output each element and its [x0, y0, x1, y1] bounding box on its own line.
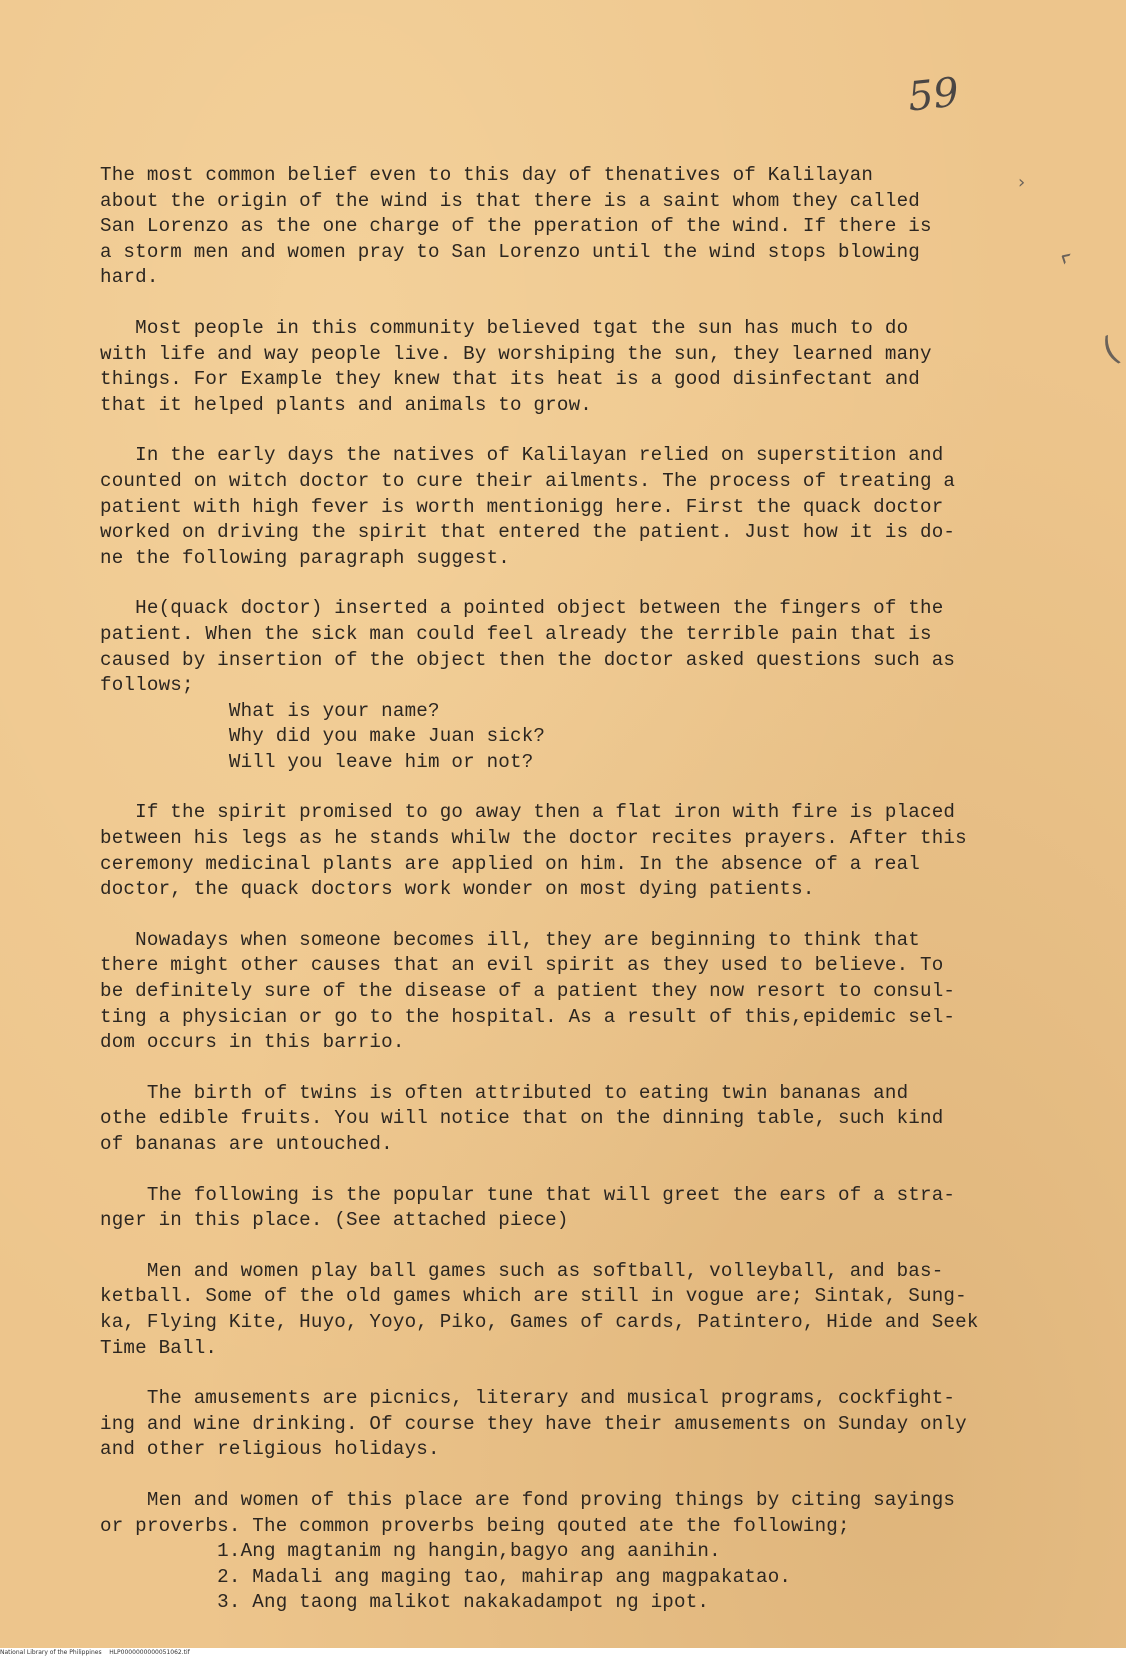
scan-footer: National Library of the Philippines HLP0000000000051062.tif [0, 1648, 1126, 1658]
page-number: 59 [905, 69, 962, 121]
paragraph-games: Men and women play ball games such as softball, volleyball, and bas- ketball. Some of the old games which are still in vogue are; Sintak, Sung- ka, Flying Kite, Huyo, Yoyo, Piko, Games of cards, Patintero, Hide and Seek Time Ball. [100, 1259, 979, 1359]
body-text [100, 163, 1060, 1616]
paragraph-modern-medicine: Nowadays when someone becomes ill, they are beginning to think that there might other causes that an evil spirit as they used to believe. To be definitely sure of the disease of a patient they now resort to consul- ting a physician or go to the hospital. As a result of this,epidemic sel- dom occurs in this barrio. [100, 928, 956, 1054]
paragraph-witch-doctor: In the early days the natives of Kalilayan relied on superstition and counted on witch doctor to cure their ailments. The process of treating a patient with high fever is worth mentionigg here. First the quack doctor worked on driving the spirit that entered the patient. Just how it is do- ne the following paragraph suggest. [100, 444, 956, 569]
margin-bracket-mark: ( [1096, 329, 1126, 371]
paragraph-popular-tune: The following is the popular tune that will greet the ears of a stra- nger in this place. (See attached piece) [100, 1183, 956, 1232]
paragraph-twins-belief: The birth of twins is often attributed to eating twin bananas and othe edible fruits. You will notice that on the dinning table, such kind of bananas are untouched. [100, 1081, 944, 1155]
paragraph-wind-belief: The most common belief even to this day of thenatives of Kalilayan about the origin of the wind is that there is a saint whom they called San Lorenzo as the one charge of the pperation of the wind. If there is a storm men and women pray to San Lorenzo until the wind stops blowing hard. [100, 164, 932, 289]
paragraph-flat-iron-ceremony: If the spirit promised to go away then a flat iron with fire is placed between his legs as he stands whilw the doctor recites prayers. After this ceremony medicinal plants are applied on him. In the absence of a real doctor, the quack doctors work wonder on most dying patients. [100, 801, 967, 901]
paragraph-quack-doctor-questions: He(quack doctor) inserted a pointed object between the fingers of the patient. When the sick man could feel already the terrible pain that is caused by insertion of the object then the doctor asked questions such as follows; What is your name? Why did you make Juan sick? Will you leave him or not? [100, 597, 956, 773]
paragraph-proverbs: Men and women of this place are fond proving things by citing sayings or proverbs. The common proverbs being qouted ate the following; 1.Ang magtanim ng hangin,bagyo ang aanihin. 2. Madali ang maging tao, mahirap ang magpakatao. 3. Ang taong malikot nakakadampot ng ipot. [100, 1488, 956, 1614]
margin-tick-mark: › [1018, 172, 1026, 193]
paragraph-sun-worship: Most people in this community believed tgat the sun has much to do with life and way people live. By worshiping the sun, they learned many things. For Example they knew that its heat is a good disinfectant and that it helped plants and animals to grow. [100, 316, 932, 416]
margin-check-mark: ‹ [1052, 239, 1079, 274]
paragraph-amusements: The amusements are picnics, literary and musical programs, cockfight- ing and wine drinking. Of course they have their amusements on Sunday only and other religious holidays. [100, 1387, 967, 1461]
